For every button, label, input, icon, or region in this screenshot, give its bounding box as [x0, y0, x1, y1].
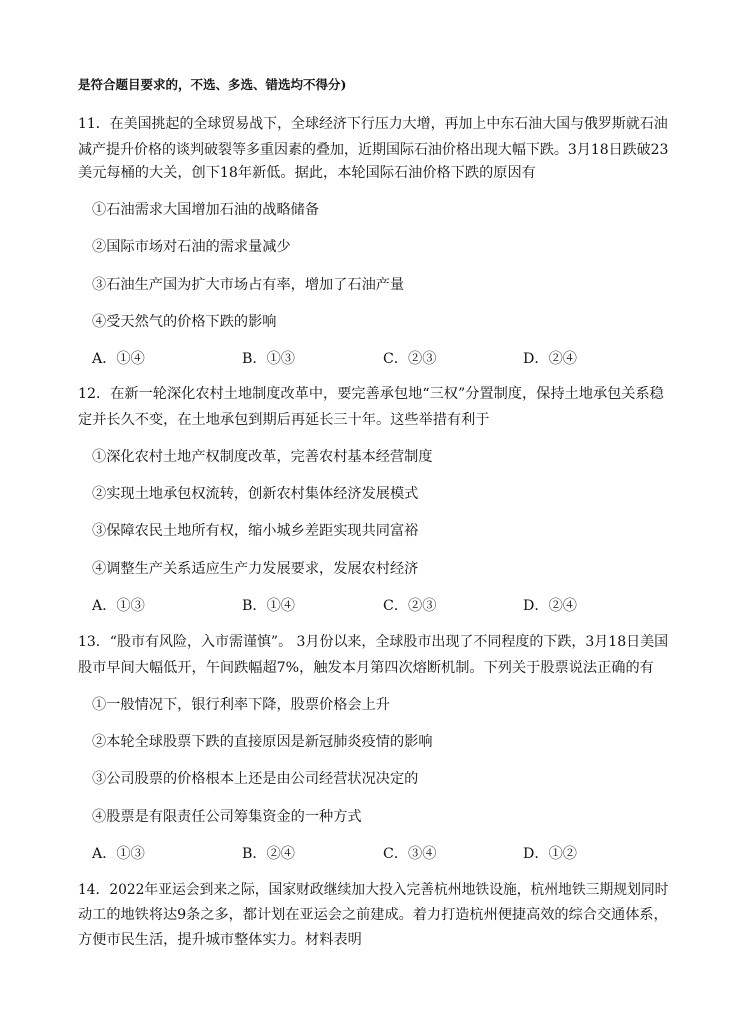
choice-c: C．②③: [383, 598, 437, 614]
choice-d: D．②④: [523, 598, 577, 614]
choice-a: A．①③: [92, 598, 145, 614]
choice-d: D．②④: [523, 351, 577, 367]
choice-a: A．①③: [92, 846, 145, 862]
statement-item: ①一般情况下，银行利率下降，股票价格会上升: [92, 697, 390, 713]
question-stem-line: 12．在新一轮深化农村土地制度改革中，要完善承包地“三权”分置制度，保持土地承包关系稳: [78, 386, 664, 402]
question-stem-line: 方便市民生活，提升城市整体实力。材料表明: [78, 932, 362, 948]
statement-item: ②实现土地承包权流转，创新农村集体经济发展模式: [92, 486, 419, 502]
choice-b: B．②④: [242, 846, 295, 862]
statement-item: ④受天然气的价格下跌的影响: [92, 314, 277, 330]
question-stem-line: 动工的地铁将达9条之多，都计划在亚运会之前建成。着力打造杭州便捷高效的综合交通体系，: [78, 907, 668, 923]
answer-choices: [92, 596, 652, 616]
question-stem-line: 定并长久不变，在土地承包到期后再延长三十年。这些举措有利于: [78, 412, 490, 428]
statement-item: ①深化农村土地产权制度改革，完善农村基本经营制度: [92, 449, 433, 465]
question-stem-line: 美元每桶的大关，创下18年新低。据此，本轮国际石油价格下跌的原因有: [78, 165, 536, 181]
choice-a: A．①④: [92, 351, 145, 367]
choice-c: C．②③: [383, 351, 437, 367]
choice-c: C．③④: [383, 846, 437, 862]
answer-choices: [92, 349, 652, 369]
question-stem-line: 13．“股市有风险，入市需谨慎”。 3月份以来，全球股市出现了不同程度的下跌，3月18日美国: [78, 634, 669, 650]
choice-b: B．①④: [242, 598, 295, 614]
choice-d: D．①②: [523, 846, 577, 862]
statement-item: ④调整生产关系适应生产力发展要求，发展农村经济: [92, 561, 419, 577]
statement-item: ③公司股票的价格根本上还是由公司经营状况决定的: [92, 771, 419, 787]
statement-item: ④股票是有限责任公司筹集资金的一种方式: [92, 809, 362, 825]
answer-choices: [92, 844, 652, 864]
question-stem-line: 11．在美国挑起的全球贸易战下，全球经济下行压力大增，再加上中东石油大国与俄罗斯就石油: [78, 116, 668, 132]
statement-item: ②本轮全球股票下跌的直接原因是新冠肺炎疫情的影响: [92, 734, 433, 750]
question-stem-line: 减产提升价格的谈判破裂等多重因素的叠加，近期国际石油价格出现大幅下跌。3月18日跌破23: [78, 142, 669, 158]
statement-item: ③保障农民土地所有权，缩小城乡差距实现共同富裕: [92, 523, 419, 539]
statement-item: ②国际市场对石油的需求量减少: [92, 239, 291, 255]
statement-item: ③石油生产国为扩大市场占有率，增加了石油产量: [92, 277, 405, 293]
instruction-note: 是符合题目要求的，不选、多选、错选均不得分): [78, 77, 347, 92]
question-stem-line: 股市早间大幅低开，午间跌幅超7%，触发本月第四次熔断机制。下列关于股票说法正确的有: [78, 660, 654, 676]
question-stem-line: 14．2022年亚运会到来之际，国家财政继续加大投入完善杭州地铁设施，杭州地铁三期规划同时: [78, 882, 669, 898]
statement-item: ①石油需求大国增加石油的战略储备: [92, 202, 320, 218]
choice-b: B．①③: [242, 351, 295, 367]
